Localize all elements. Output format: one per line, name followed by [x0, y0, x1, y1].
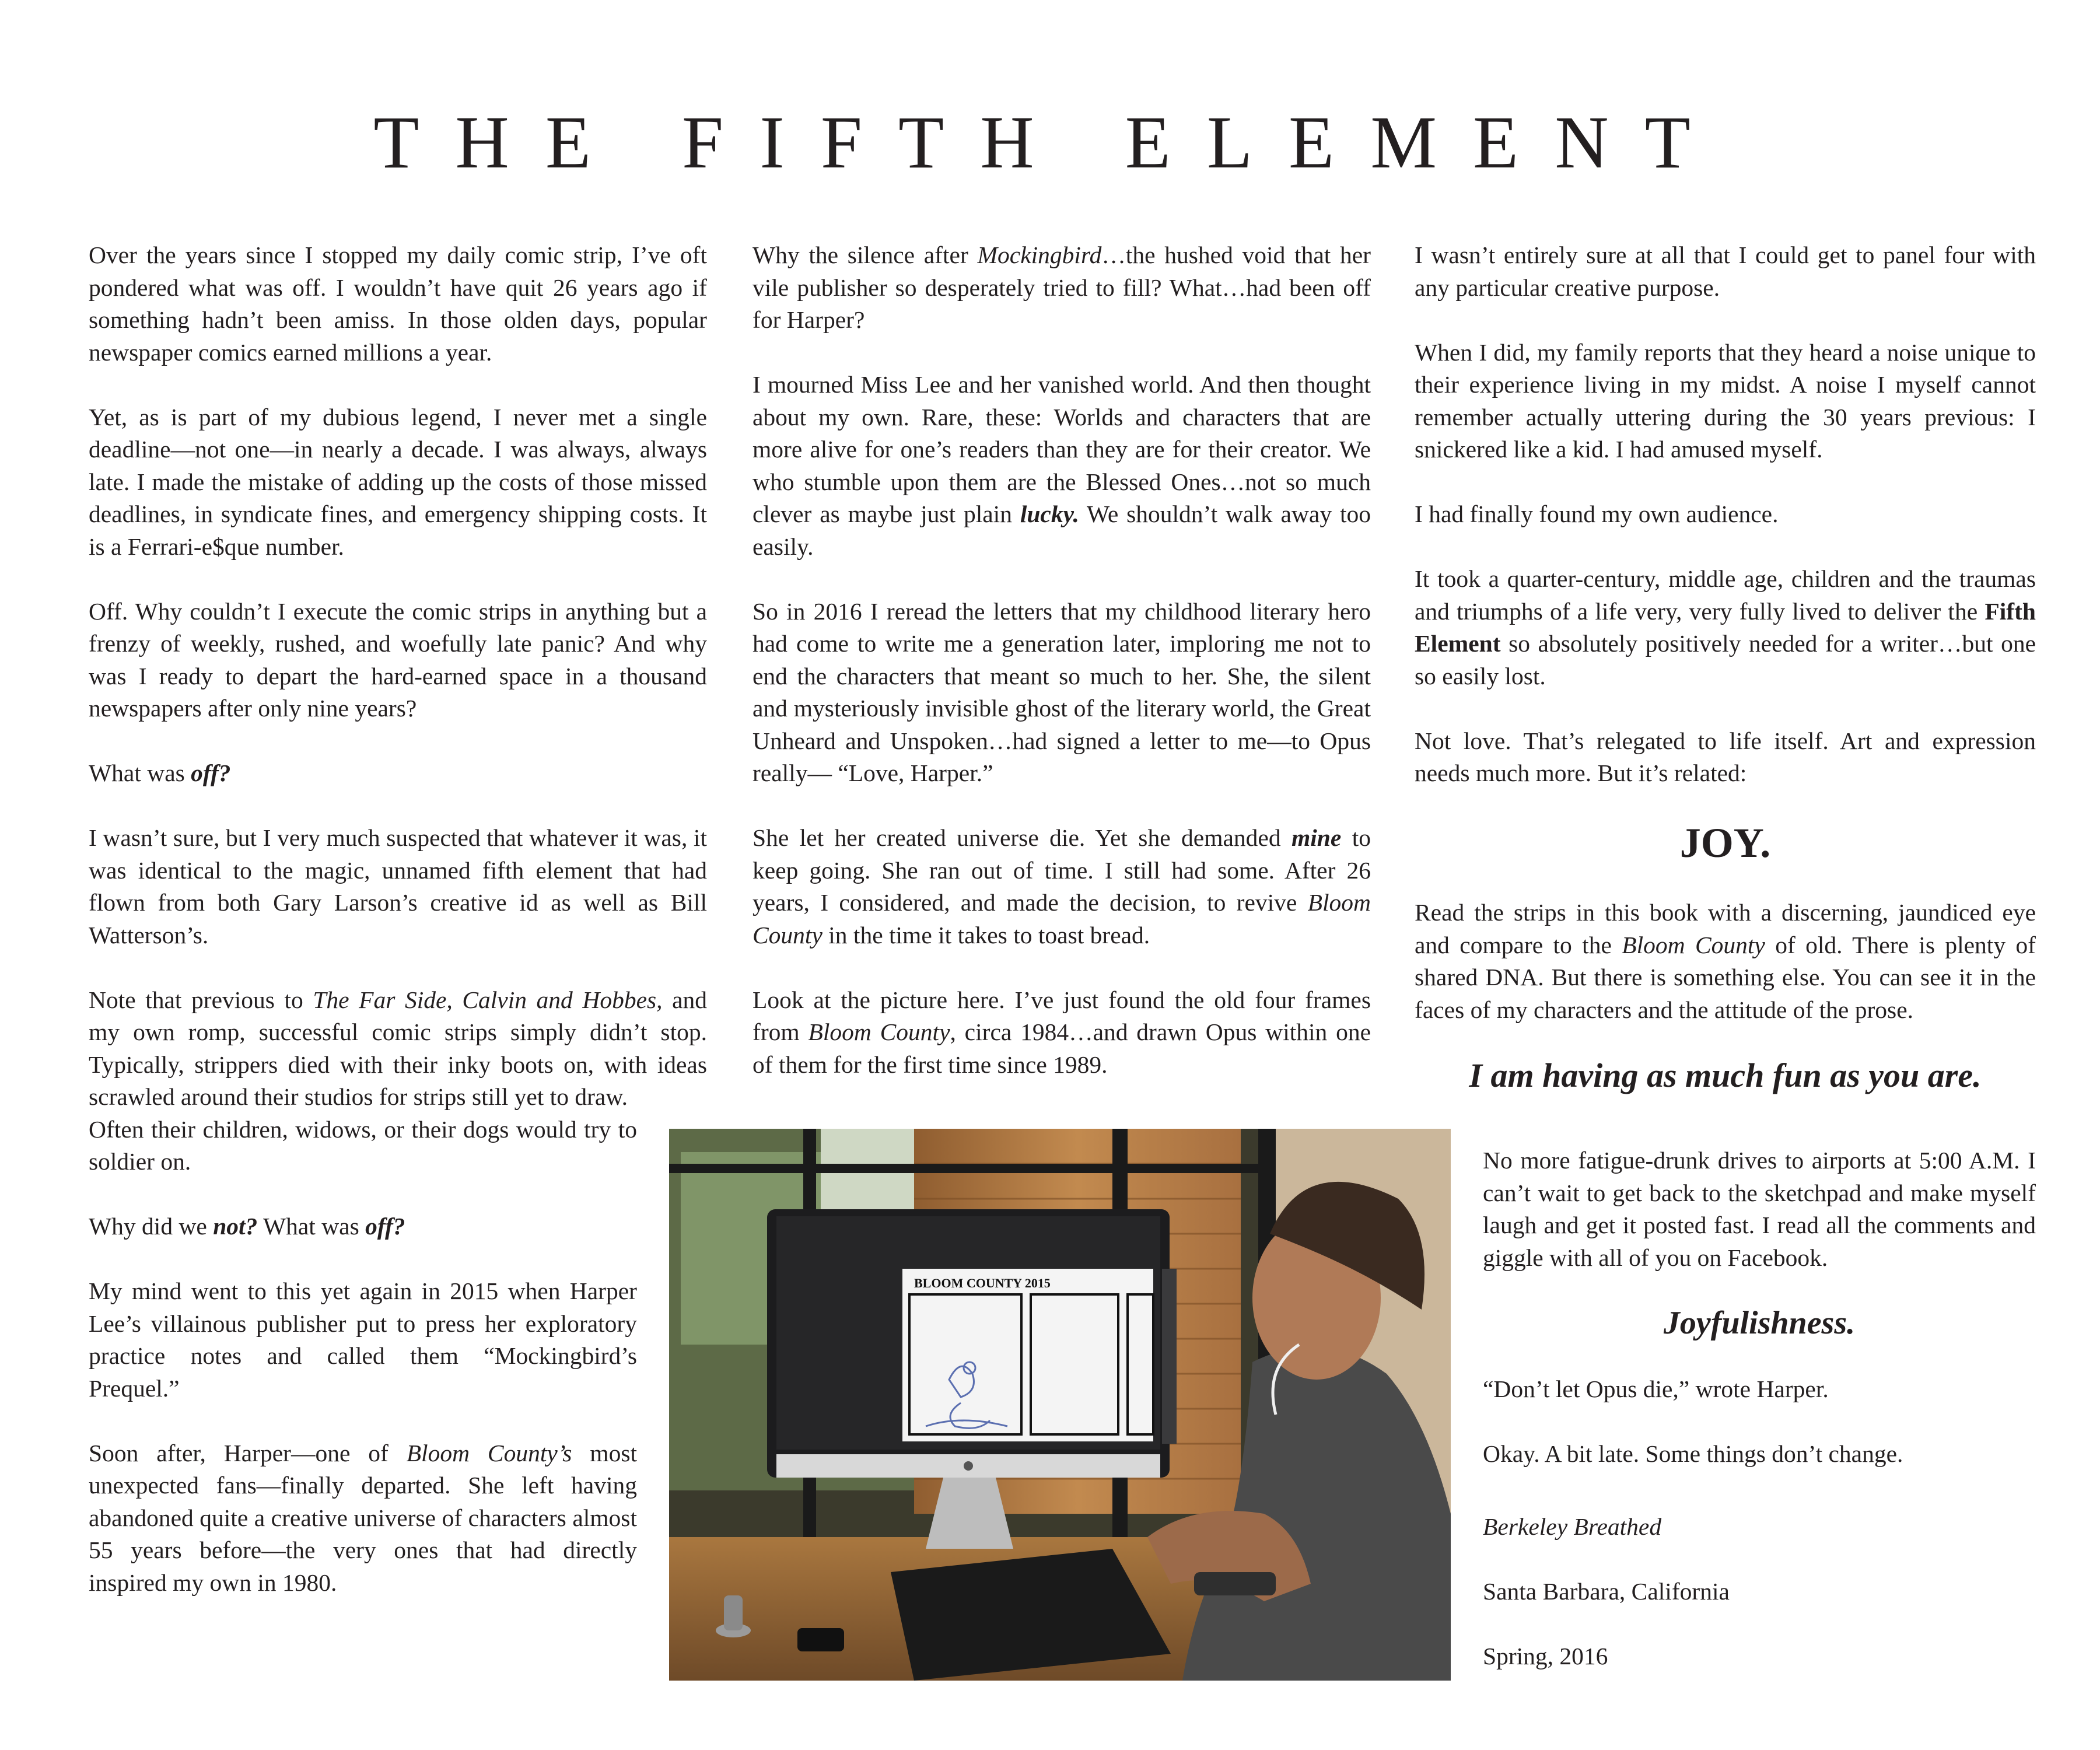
paragraph: “Don’t let Opus die,” wrote Harper.: [1483, 1375, 1829, 1402]
emphasis: Fifth Element: [1415, 597, 2036, 657]
paragraph: [752, 822, 1371, 951]
text-run: Look at the picture here. I’ve just found the old four frames from: [752, 986, 1371, 1045]
paragraph: [89, 984, 707, 1114]
emphasis: not?: [213, 1213, 258, 1240]
desk-device: [797, 1628, 844, 1651]
paragraph: Yet, as is part of my dubious legend, I never met a single deadline—not one—in nearly a decade. I was always, always late. I made the mistake of adding up the costs of those missed deadlines, in syndicate fines, and emergency shipping costs. It is a Ferrari-e$que number.: [89, 403, 707, 560]
paragraph: [752, 239, 1371, 337]
photo-illustration: [669, 1129, 1451, 1681]
emphasis: off?: [191, 760, 231, 786]
paragraph: Often their children, widows, or their dogs would try to soldier on.: [89, 1115, 637, 1175]
paragraph: [752, 984, 1371, 1082]
paragraph: I wasn’t entirely sure at all that I could get to panel four with any particular creative purpose.: [1415, 242, 2036, 301]
joyfulishness-heading: Joyfulishness.: [1663, 1304, 1856, 1341]
text-run: I mourned Miss Lee and her vanished world. And then thought about my own. Rare, these: Worlds and characters that are more alive for one’s readers than they are for their creator. We who stumble upon them are the Blessed Ones…not so much clever as maybe just plain: [752, 371, 1371, 527]
page-title: THE FIFTH ELEMENT: [373, 101, 1727, 184]
signature-date: Spring, 2016: [1483, 1643, 1608, 1670]
text-run: What was: [89, 760, 191, 786]
desk-object: [724, 1595, 743, 1630]
paragraph: Okay. A bit late. Some things don’t change.: [1483, 1440, 1903, 1467]
text-run: We shouldn’t walk away too easily.: [752, 501, 1371, 560]
signature-place: Santa Barbara, California: [1483, 1578, 1730, 1605]
paragraph: Off. Why couldn’t I execute the comic strips in anything but a frenzy of weekly, rushed, and woefully late panic? And why was I ready to depart the hard-earned space in a thousand newspapers after only nine years?: [89, 597, 707, 722]
screen-heading: BLOOM COUNTY 2015: [914, 1276, 1051, 1290]
emphasis: Bloom County: [808, 1019, 950, 1045]
paragraph: [89, 1210, 637, 1243]
text-run: Soon after, Harper—one of: [89, 1439, 407, 1466]
emphasis: The Far Side, Calvin and Hobbes,: [313, 986, 663, 1013]
text-run: Why did we: [89, 1213, 214, 1240]
emphasis: mine: [1292, 824, 1342, 851]
fun-heading: I am having as much fun as you are.: [1469, 1056, 1982, 1094]
paragraph: My mind went to this yet again in 2015 when Harper Lee’s villainous publisher put to press her exploratory practice notes and called them “Mockingbird’s Prequel.”: [89, 1278, 637, 1402]
text-run: It took a quarter-century, middle age, children and the traumas and triumphs of a life very, very fully lived to deliver the: [1415, 565, 2036, 625]
watch: [1194, 1572, 1276, 1595]
emphasis: Bloom County’s: [406, 1439, 572, 1466]
paragraph: [89, 1437, 637, 1600]
text-run: She let her created universe die. Yet she demanded: [752, 824, 1292, 851]
emphasis: Bloom County: [752, 889, 1371, 949]
text-run: Read the strips in this book with a discerning, jaundiced eye and compare to the: [1415, 899, 2036, 958]
text-run: of old. There is plenty of shared DNA. But there is something else. You can see it in the faces of my characters and the attitude of the prose.: [1415, 931, 2036, 1023]
text-run: Why the silence after: [752, 242, 978, 268]
text-run: to keep going. She ran out of time. I still had some. After 26 years, I considered, and made the decision, to revive: [752, 824, 1371, 916]
apple-logo-icon: [964, 1461, 973, 1471]
paragraph: [1415, 563, 2036, 692]
paragraph: I wasn’t sure, but I very much suspected that whatever it was, it was identical to the magic, unnamed fifth element that had flown from both Gary Larson’s creative id as well as Bill Watterson’s.: [89, 824, 707, 949]
emphasis: Mockingbird: [977, 242, 1102, 268]
joy-heading: JOY.: [1679, 820, 1771, 866]
text-run: Note that previous to: [89, 986, 313, 1013]
paragraph: [752, 369, 1371, 563]
text-run: , circa 1984…and drawn Opus within one of them for the first time since 1989.: [752, 1019, 1371, 1078]
text-run: most unexpected fans—finally departed. She left having abandoned quite a creative universe of characters almost 55 years before—the very ones that had directly inspired my own in 1980.: [89, 1439, 637, 1596]
column-3-lower: [1483, 1144, 2036, 1705]
paragraph: [1415, 897, 2036, 1026]
tool-panel: [1162, 1269, 1177, 1444]
emphasis: Bloom County: [1622, 931, 1765, 958]
text-run: and my own romp, successful comic strips simply didn’t stop. Typically, strippers died with their inky boots on, with ideas scrawled around their studios for strips still yet to draw.: [89, 986, 707, 1110]
paragraph: No more fatigue-drunk drives to airports at 5:00 A.M. I can’t wait to get back to the sketchpad and make myself laugh and get it posted fast. I read all the comments and giggle with all of you on Facebook.: [1483, 1147, 2036, 1271]
paragraph: [89, 757, 707, 790]
signature-name: [1483, 1511, 2036, 1544]
paragraph: So in 2016 I reread the letters that my childhood literary hero had come to write me a generation later, imploring me not to end the characters that meant so much to her. She, the silent and mysteriously invisible ghost of the literary world, the Great Unheard and Unspoken…had signed a letter to me—to Opus really— “Love, Harper.”: [752, 597, 1371, 786]
column-2: [752, 239, 1371, 1114]
paragraph: Not love. That’s relegated to life itself. Art and expression needs much more. But it’s related:: [1415, 727, 2036, 786]
emphasis: off?: [365, 1213, 405, 1240]
text-run: …the hushed void that her vile publisher so desperately tried to fill? What…had been off for Harper?: [752, 242, 1371, 333]
signature-name-text: Berkeley Breathed: [1483, 1513, 1662, 1540]
emphasis: lucky.: [1020, 501, 1079, 527]
column-1: [89, 239, 707, 1632]
paragraph: When I did, my family reports that they heard a noise unique to their experience living in my midst. A noise I myself cannot remember actually uttering during the 30 years previous: I snickered like a kid. I had amused myself.: [1415, 338, 2036, 463]
text-run: What was: [257, 1213, 366, 1240]
text-run: in the time it takes to toast bread.: [822, 921, 1150, 949]
column-3: [1415, 239, 2036, 1093]
paragraph: Over the years since I stopped my daily comic strip, I’ve oft pondered what was off. I wouldn’t have quit 26 years ago if something hadn’t been amiss. In those olden days, popular newspaper comics earned millions a year.: [89, 242, 707, 366]
text-run: so absolutely positively needed for a writer…but one so easily lost.: [1415, 630, 2036, 690]
artist-photo: [669, 1129, 1451, 1681]
paragraph: I had finally found my own audience.: [1415, 501, 1779, 527]
